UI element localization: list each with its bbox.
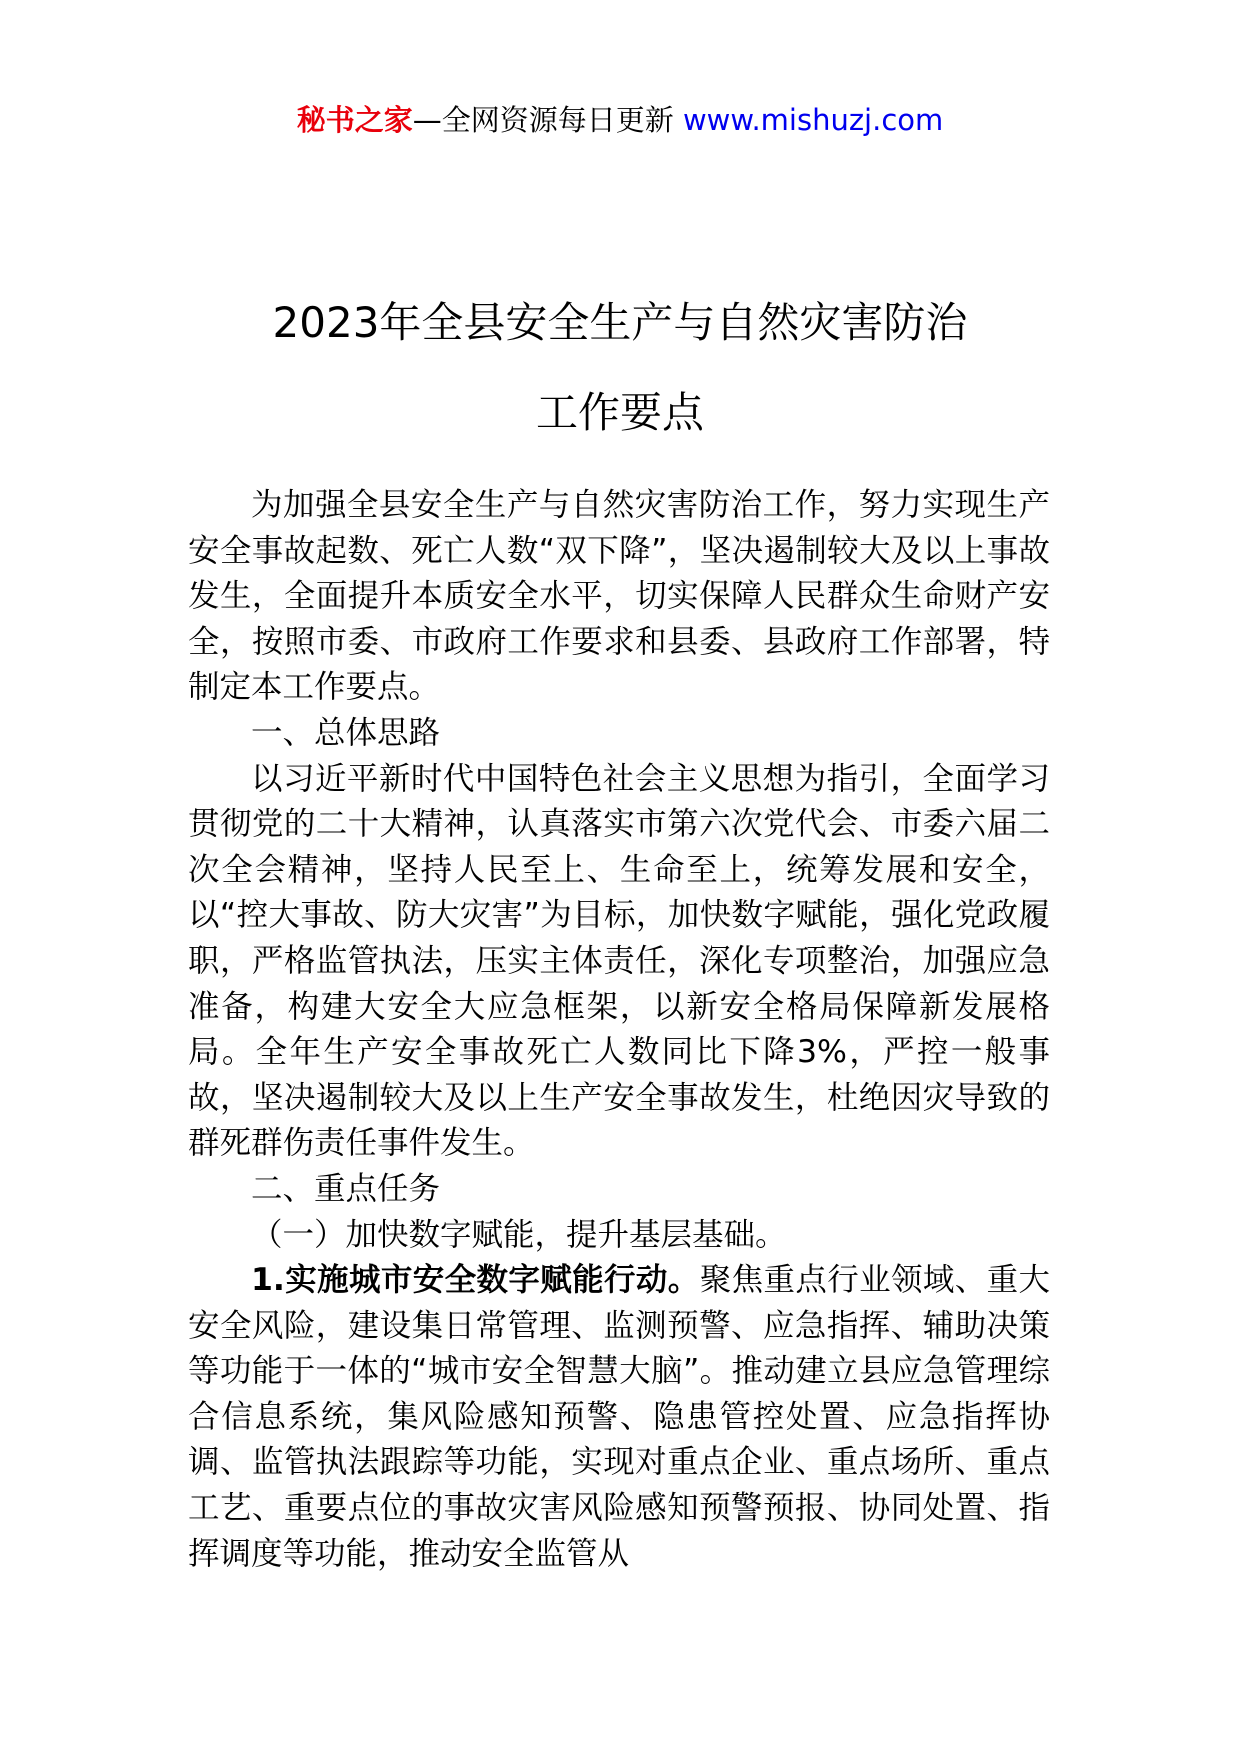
section-1-heading: 一、总体思路 [251, 714, 441, 751]
item-1-body: 聚焦重点行业领域、重大安全风险，建设集日常管理、监测预警、应急指挥、辅助决策等功能于一体的“城市安全智慧大脑”。推动建立县应急管理综合信息系统，集风险感知预警、隐患管控处置、应急指挥协调、监管执法跟踪等功能，实现对重点企业、重点场所、重点工艺、重要点位的事故灾害风险感知预警预报、协同处置、指挥调度等功能，推动安全监管从 [188, 1262, 1050, 1572]
subsection-1-heading: （一）加快数字赋能，提升基层基础。 [251, 1216, 787, 1253]
intro-paragraph: 为加强全县安全生产与自然灾害防治工作，努力实现生产安全事故起数、死亡人数“双下降”，坚决遏制较大及以上事故发生，全面提升本质安全水平，切实保障人民群众生命财产安全，按照市委、市政府工作要求和县委、县政府工作部署，特制定本工作要点。 [188, 487, 1050, 706]
item-1-paragraph [188, 1258, 1050, 1577]
document-body [188, 483, 1050, 1577]
brand-name: 秘书之家 [296, 103, 413, 137]
item-1-title: 1.实施城市安全数字赋能行动。 [251, 1262, 700, 1299]
title-line-1: 2023年全县安全生产与自然灾害防治 [272, 298, 968, 347]
header-tagline: —全网资源每日更新 [412, 103, 683, 137]
document-title [0, 278, 1240, 458]
title-line-2: 工作要点 [535, 388, 704, 437]
section-2-heading: 二、重点任务 [251, 1170, 441, 1207]
site-url-link[interactable]: www.mishuzj.com [682, 103, 944, 137]
section-1-paragraph: 以习近平新时代中国特色社会主义思想为指引，全面学习贯彻党的二十大精神，认真落实市第六次党代会、市委六届二次全会精神，坚持人民至上、生命至上，统筹发展和安全，以“控大事故、防大灾害”为目标，加快数字赋能，强化党政履职，严格监管执法，压实主体责任，深化专项整治，加强应急准备，构建大安全大应急框架，以新安全格局保障新发展格局。全年生产安全事故死亡人数同比下降3%，严控一般事故，坚决遏制较大及以上生产安全事故发生，杜绝因灾导致的群死群伤责任事件发生。 [188, 760, 1050, 1162]
site-header [0, 100, 1240, 140]
